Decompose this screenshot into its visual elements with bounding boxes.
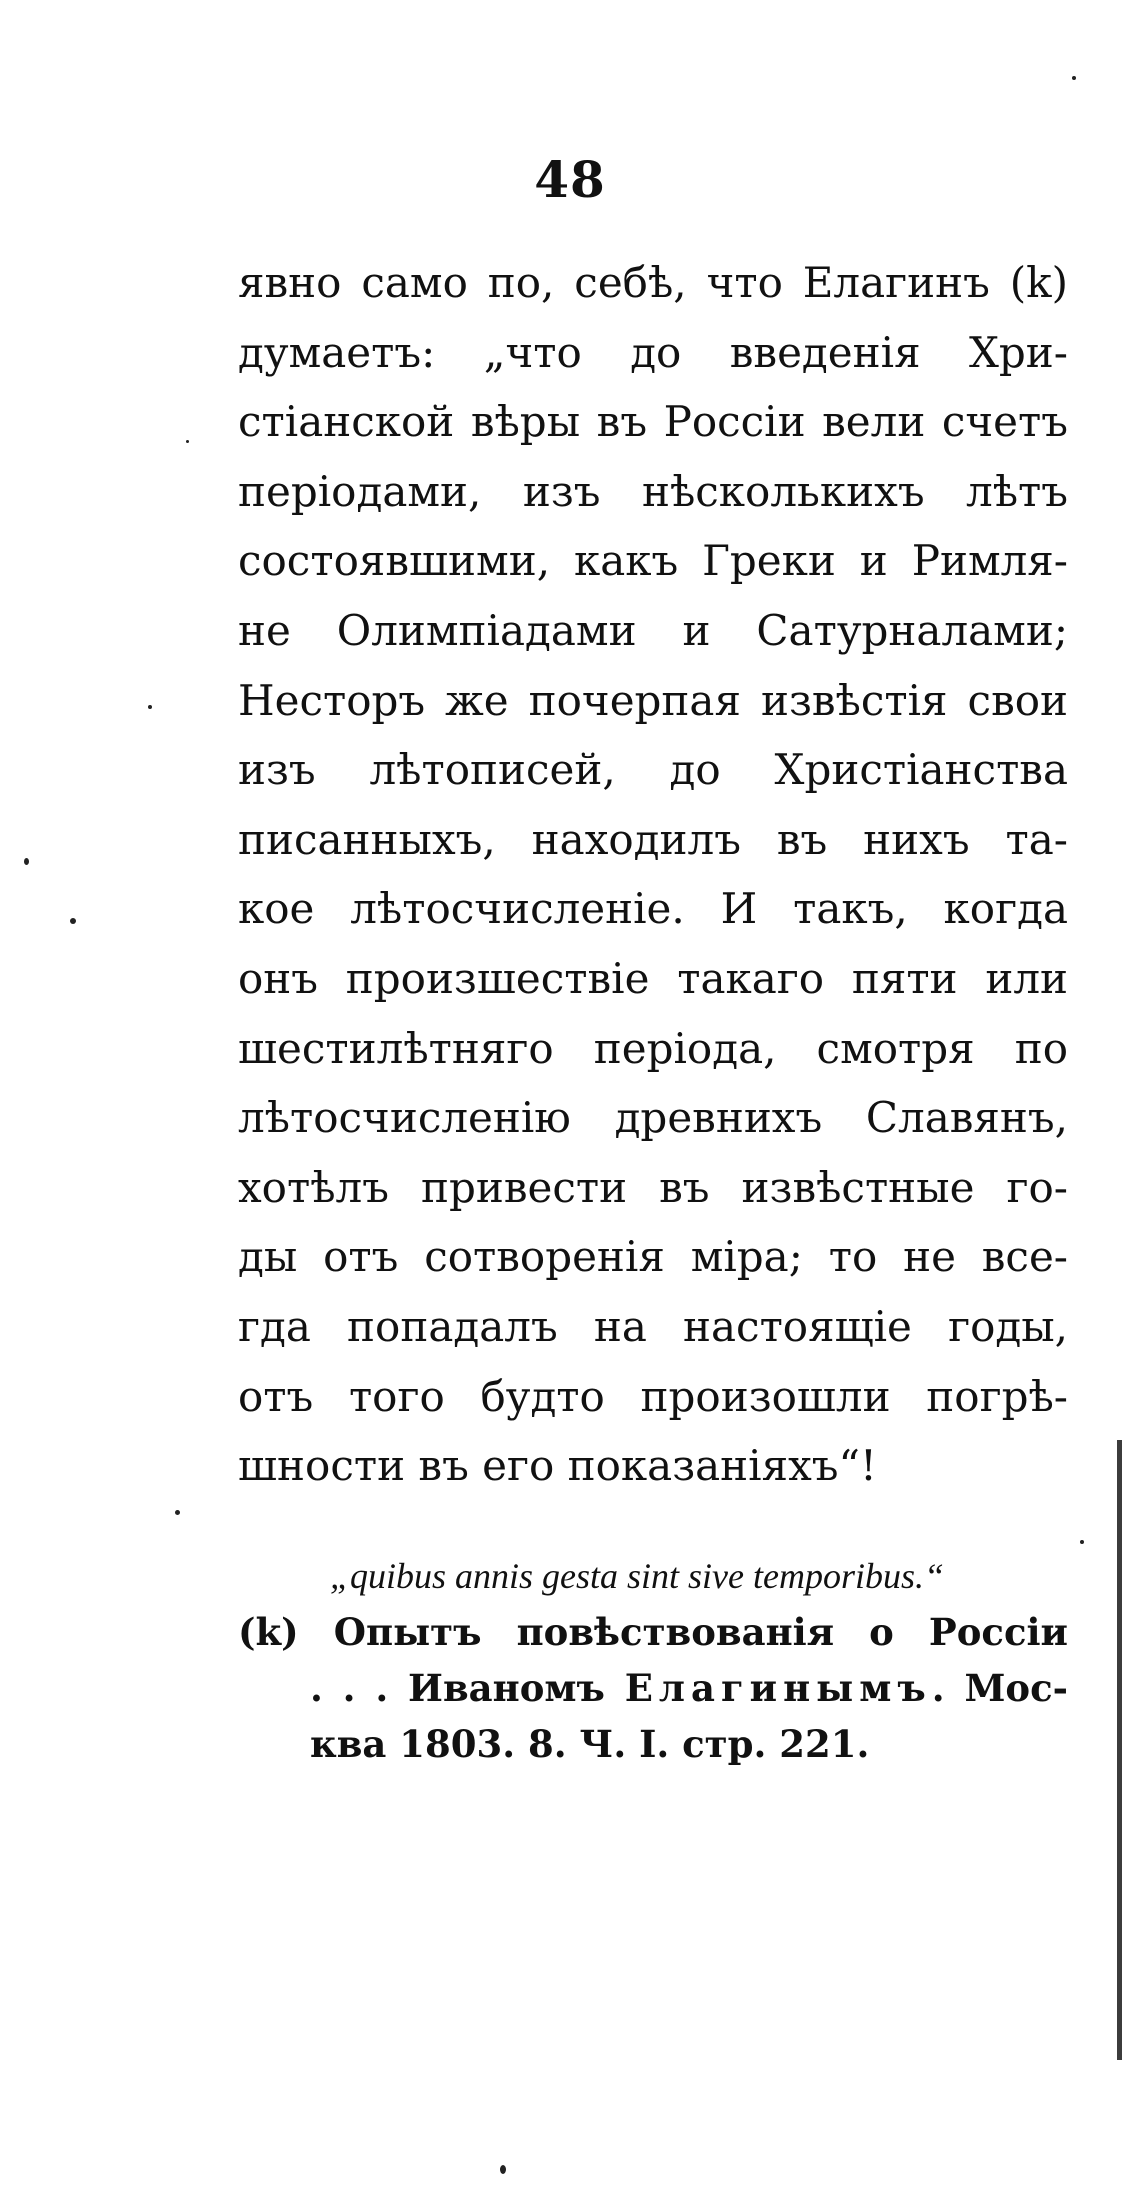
text-line: ды отъ сотворенія міра; то не все- bbox=[238, 1232, 1068, 1282]
page-number: 48 bbox=[534, 150, 606, 209]
footnote-k: (k) Опытъ повѣствованія о Россіи bbox=[238, 1610, 1068, 1654]
text-line: изъ лѣтописей, до Христіанства bbox=[238, 745, 1068, 795]
footnote-quote: „quibus annis gesta sint sive temporibus.“ bbox=[330, 1556, 945, 1596]
body-text bbox=[238, 248, 1068, 1501]
scan-speck bbox=[148, 705, 152, 709]
text-line: не Олимпіадами и Сатурналами; bbox=[238, 605, 1068, 655]
scan-speck bbox=[175, 1510, 180, 1515]
footnote-k-citation: ква 1803. 8. Ч. I. стр. 221. bbox=[310, 1722, 870, 1766]
text-line: стіанской вѣры въ Россіи вели счетъ bbox=[238, 397, 1068, 447]
text-line: думаетъ: „что до введенія Хри- bbox=[238, 327, 1068, 377]
scan-speck bbox=[186, 440, 189, 443]
text-line: шности въ его показаніяхъ“! bbox=[238, 1441, 877, 1491]
text-line: шестилѣтняго періода, смотря по bbox=[238, 1023, 1068, 1073]
scan-speck bbox=[500, 2165, 506, 2174]
text-line: отъ того будто произошли погрѣ- bbox=[238, 1371, 1068, 1421]
text-line: кое лѣтосчисленіе. И такъ, когда bbox=[238, 884, 1068, 934]
text-line: гда попадалъ на настоящіе годы, bbox=[238, 1301, 1068, 1351]
text-line: лѣтосчисленію древнихъ Славянъ, bbox=[238, 1093, 1068, 1143]
scan-speck bbox=[24, 858, 29, 865]
footnotes bbox=[238, 1548, 1068, 1772]
text-line: хотѣлъ привести въ извѣстные го- bbox=[238, 1162, 1068, 1212]
page-edge-shadow bbox=[1117, 1440, 1122, 2060]
text-line: онъ произшествіе такаго пяти или bbox=[238, 953, 1068, 1003]
footnote-author: Елагинымъ bbox=[624, 1666, 932, 1710]
text-line: періодами, изъ нѣсколькихъ лѣтъ bbox=[238, 466, 1068, 516]
footnote-k-continuation bbox=[238, 1660, 1068, 1716]
footnote-prefix: . . . Иваномъ bbox=[310, 1666, 625, 1710]
footnote-suffix: . Мос- bbox=[931, 1666, 1068, 1710]
scan-speck bbox=[1080, 1540, 1084, 1544]
scan-speck bbox=[70, 918, 76, 924]
text-line: явно само по, себѣ, что Елагинъ (k) bbox=[238, 258, 1068, 307]
scan-speck bbox=[1072, 76, 1076, 80]
text-line: Несторъ же почерпая извѣстія свои bbox=[238, 675, 1068, 725]
text-line: писанныхъ, находилъ въ нихъ та- bbox=[238, 814, 1068, 864]
text-line: состоявшими, какъ Греки и Римля- bbox=[238, 536, 1068, 586]
